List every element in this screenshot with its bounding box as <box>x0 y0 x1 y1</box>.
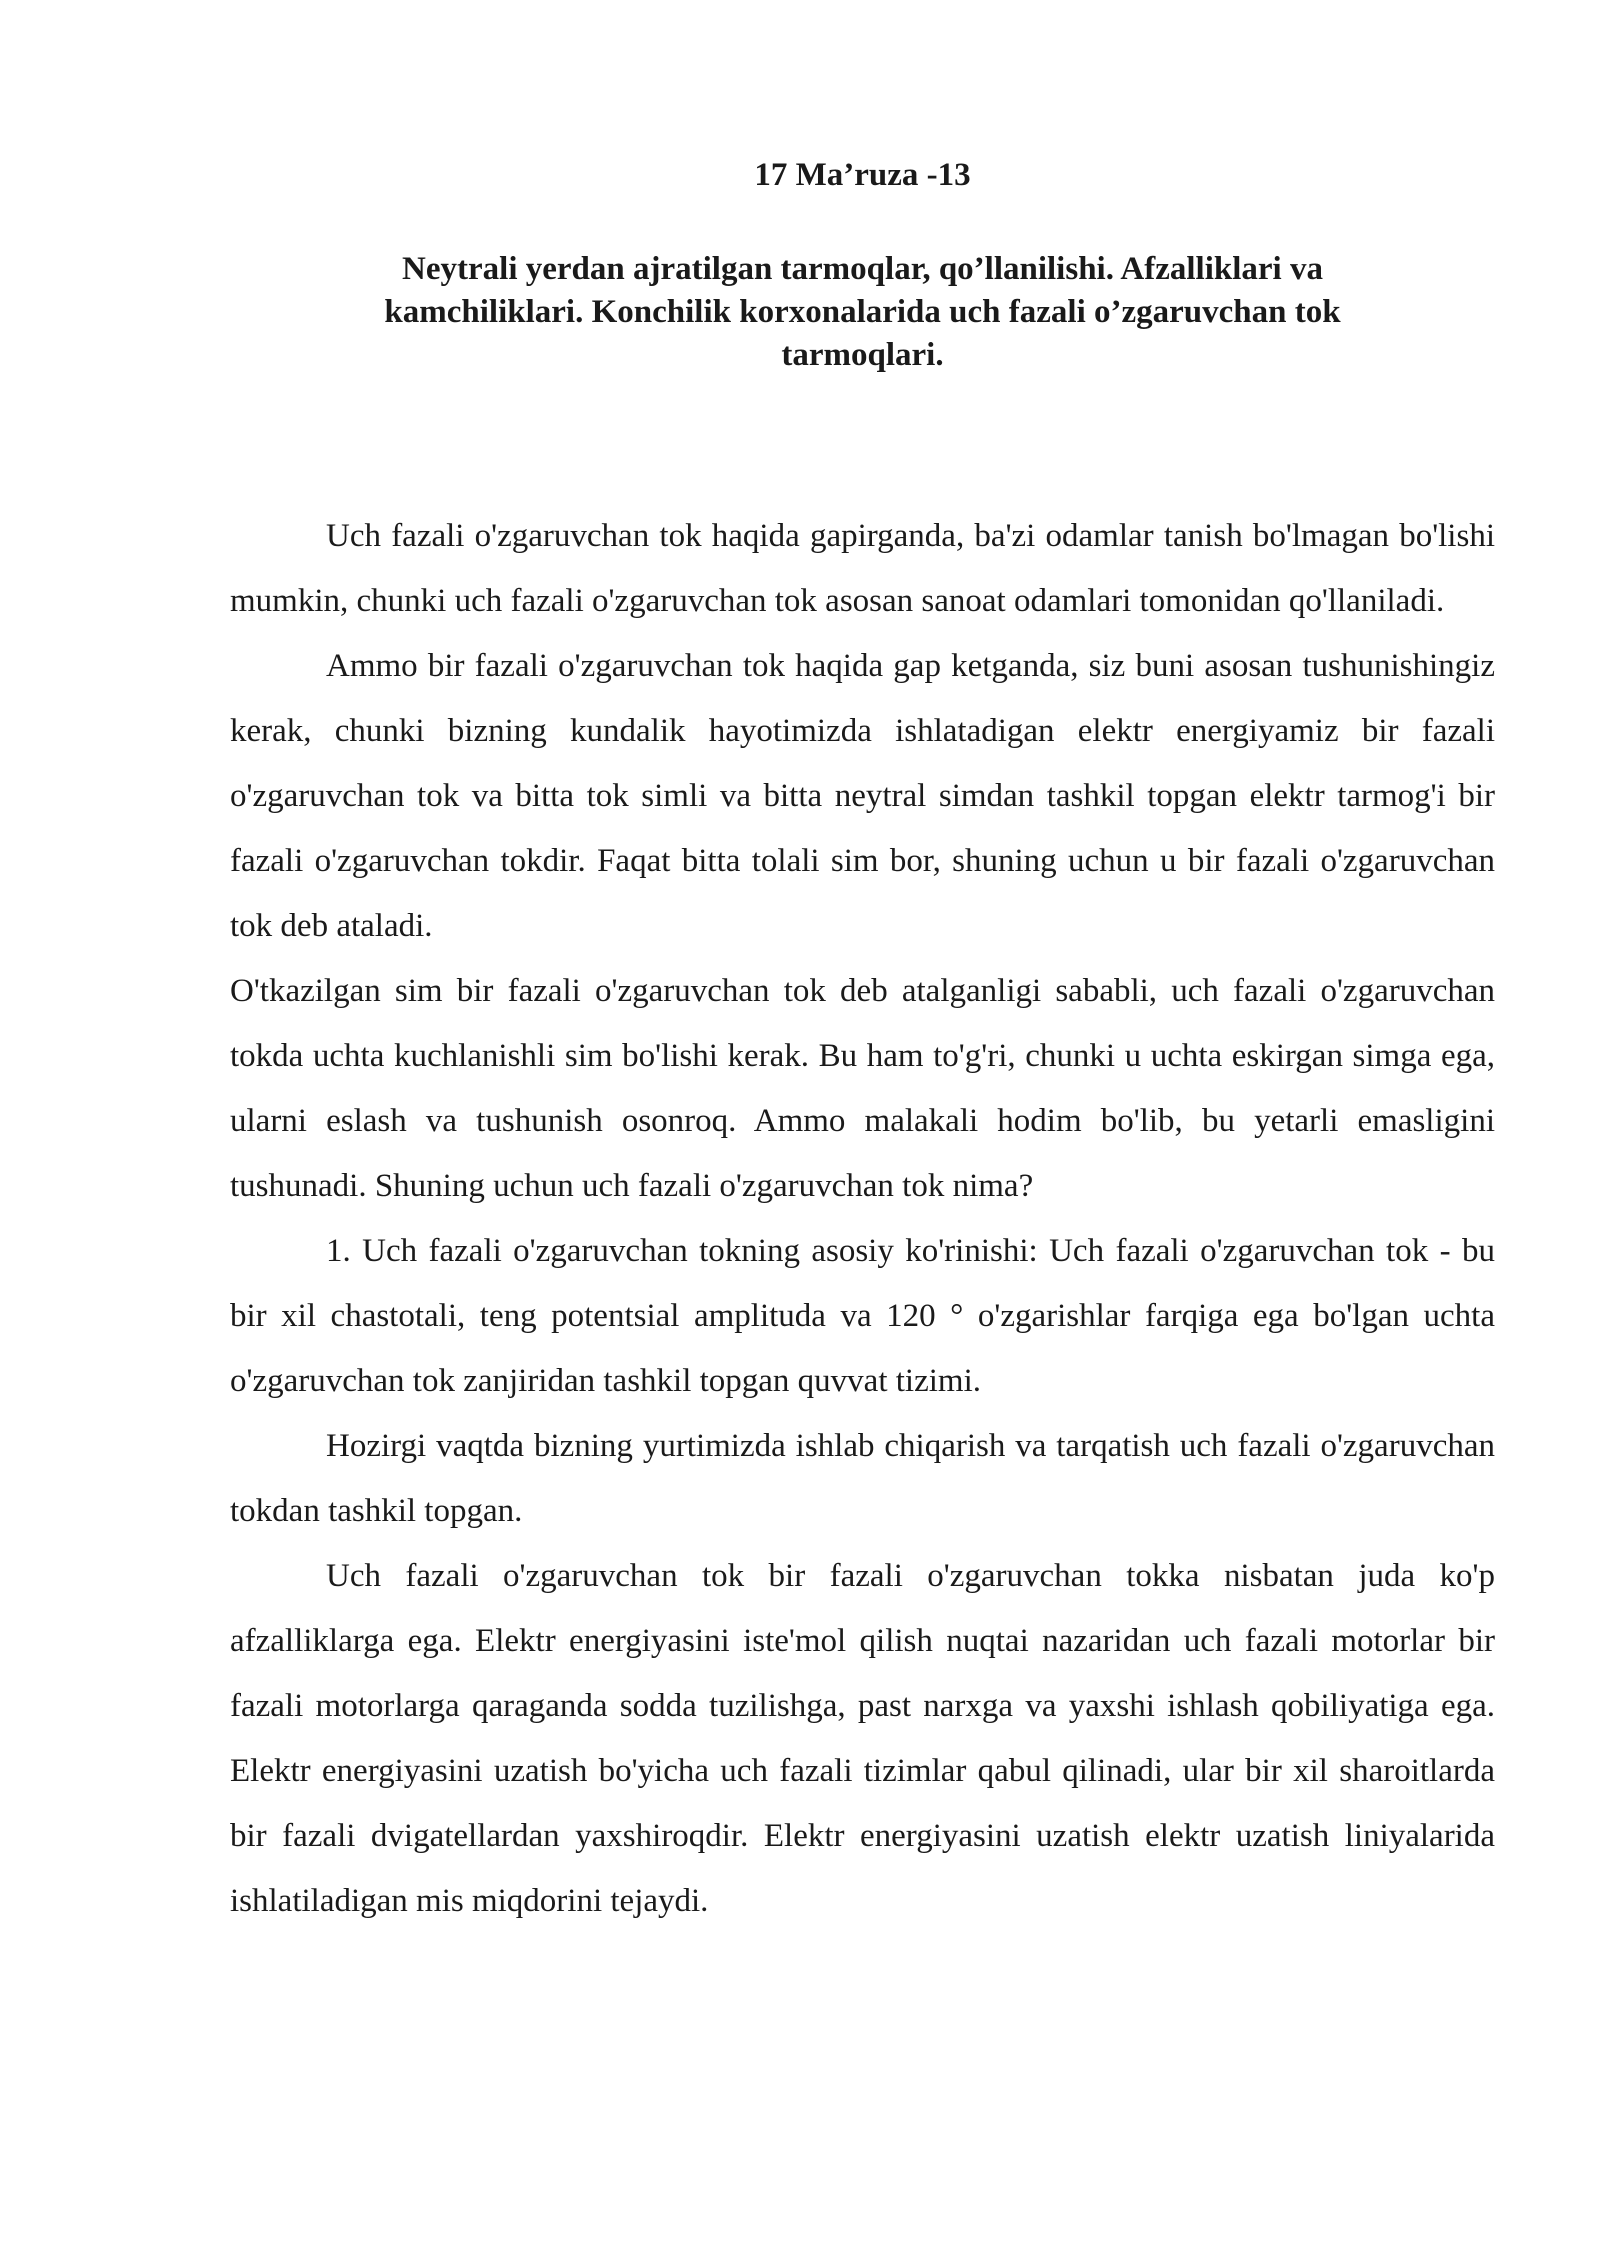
lecture-title-heading: Neytrali yerdan ajratilgan tarmoqlar, qo’llanilishi. Afzalliklari va kamchiliklari. Konchilik korxonalarida uch fazali o’zgaruvchan tok tarmoqlari. <box>384 251 1341 373</box>
lecture-number-heading: 17 Ma’ruza -13 <box>754 157 971 193</box>
paragraph-3: O'tkazilgan sim bir fazali o'zgaruvchan tok deb atalganligi sababli, uch fazali o'zgaruvchan tokda uchta kuchlanishli sim bo'lishi kerak. Bu ham to'g'ri, chunki u uchta eskirgan simga ega, ularni eslash va tushunish osonroq. Ammo malakali hodim bo'lib, bu yetarli emasligini tushunadi. Shuning uchun uch fazali o'zgaruvchan tok nima? <box>230 973 1495 1204</box>
paragraph-2: Ammo bir fazali o'zgaruvchan tok haqida gap ketganda, siz buni asosan tushunishingiz kerak, chunki bizning kundalik hayotimizda ishlatadigan elektr energiyamiz bir fazali o'zgaruvchan tok va bitta tok simli va bitta neytral simdan tashkil topgan elektr tarmog'i bir fazali o'zgaruvchan tokdir. Faqat bitta tolali sim bor, shuning uchun u bir fazali o'zgaruvchan tok deb ataladi. <box>230 648 1495 944</box>
paragraph-5: Hozirgi vaqtda bizning yurtimizda ishlab chiqarish va tarqatish uch fazali o'zgaruvchan tokdan tashkil topgan. <box>230 1428 1495 1529</box>
paragraph-4: 1. Uch fazali o'zgaruvchan tokning asosiy ko'rinishi: Uch fazali o'zgaruvchan tok - bu bir xil chastotali, teng potentsial amplituda va 120 ° o'zgarishlar farqiga ega bo'lgan uchta o'zgaruvchan tok zanjiridan tashkil topgan quvvat tizimi. <box>230 1233 1495 1399</box>
document-body <box>230 504 1495 1934</box>
paragraph-6: Uch fazali o'zgaruvchan tok bir fazali o'zgaruvchan tokka nisbatan juda ko'p afzalliklarga ega. Elektr energiyasini iste'mol qilish nuqtai nazaridan uch fazali motorlar bir fazali motorlarga qaraganda sodda tuzilishga, past narxga va yaxshi ishlash qobiliyatiga ega. Elektr energiyasini uzatish bo'yicha uch fazali tizimlar qabul qilinadi, ular bir xil sharoitlarda bir fazali dvigatellardan yaxshiroqdir. Elektr energiyasini uzatish elektr uzatish liniyalarida ishlatiladigan mis miqdorini tejaydi. <box>230 1558 1495 1919</box>
paragraph-1: Uch fazali o'zgaruvchan tok haqida gapirganda, ba'zi odamlar tanish bo'lmagan bo'lishi mumkin, chunki uch fazali o'zgaruvchan tok asosan sanoat odamlari tomonidan qo'llaniladi. <box>230 518 1495 619</box>
